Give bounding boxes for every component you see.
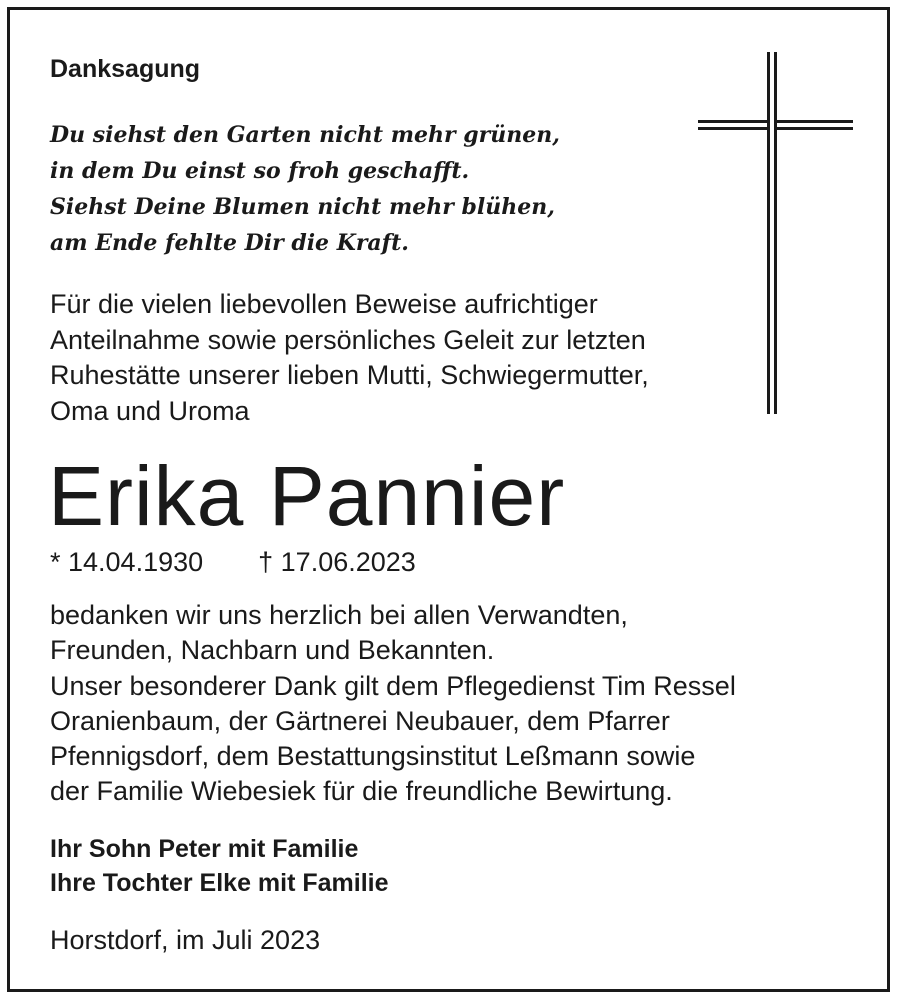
deceased-name: Erika Pannier xyxy=(48,449,566,543)
poem xyxy=(50,117,560,261)
thanks-line: Pfennigsdorf, dem Bestattungsinstitut Leßmann sowie xyxy=(50,741,696,772)
signatures xyxy=(50,832,389,900)
thanks-line: Unser besonderer Dank gilt dem Pflegedienst Tim Ressel xyxy=(50,670,736,701)
poem-line: am Ende fehlte Dir die Kraft. xyxy=(50,230,409,256)
cross-icon xyxy=(690,50,860,420)
poem-line: Siehst Deine Blumen nicht mehr blühen, xyxy=(50,194,555,220)
life-dates xyxy=(50,544,416,580)
poem-line: in dem Du einst so froh geschafft. xyxy=(50,158,470,184)
death-date: † 17.06.2023 xyxy=(258,547,416,577)
signature-line: Ihre Tochter Elke mit Familie xyxy=(50,869,389,897)
birth-date: * 14.04.1930 xyxy=(50,547,204,577)
intro-line: Für die vielen liebevollen Beweise aufrichtiger xyxy=(50,289,598,319)
signature-line: Ihr Sohn Peter mit Familie xyxy=(50,835,359,863)
thanks-text xyxy=(50,598,736,810)
thanks-line: der Familie Wiebesiek für die freundliche Bewirtung. xyxy=(50,776,673,807)
place-date: Horstdorf, im Juli 2023 xyxy=(50,925,321,955)
intro-line: Anteilnahme sowie persönliches Geleit zur letzten xyxy=(50,324,646,355)
thanks-line: bedanken wir uns herzlich bei allen Verwandten, xyxy=(50,600,628,630)
thanks-line: Freunden, Nachbarn und Bekannten. xyxy=(50,635,495,666)
intro-line: Ruhestätte unserer lieben Mutti, Schwiegermutter, xyxy=(50,360,649,390)
poem-line: Du siehst den Garten nicht mehr grünen, xyxy=(50,122,560,148)
notice-heading: Danksagung xyxy=(50,55,201,83)
intro-line: Oma und Uroma xyxy=(50,395,250,426)
thanks-line: Oranienbaum, der Gärtnerei Neubauer, dem Pfarrer xyxy=(50,705,670,736)
intro-text xyxy=(50,287,649,429)
